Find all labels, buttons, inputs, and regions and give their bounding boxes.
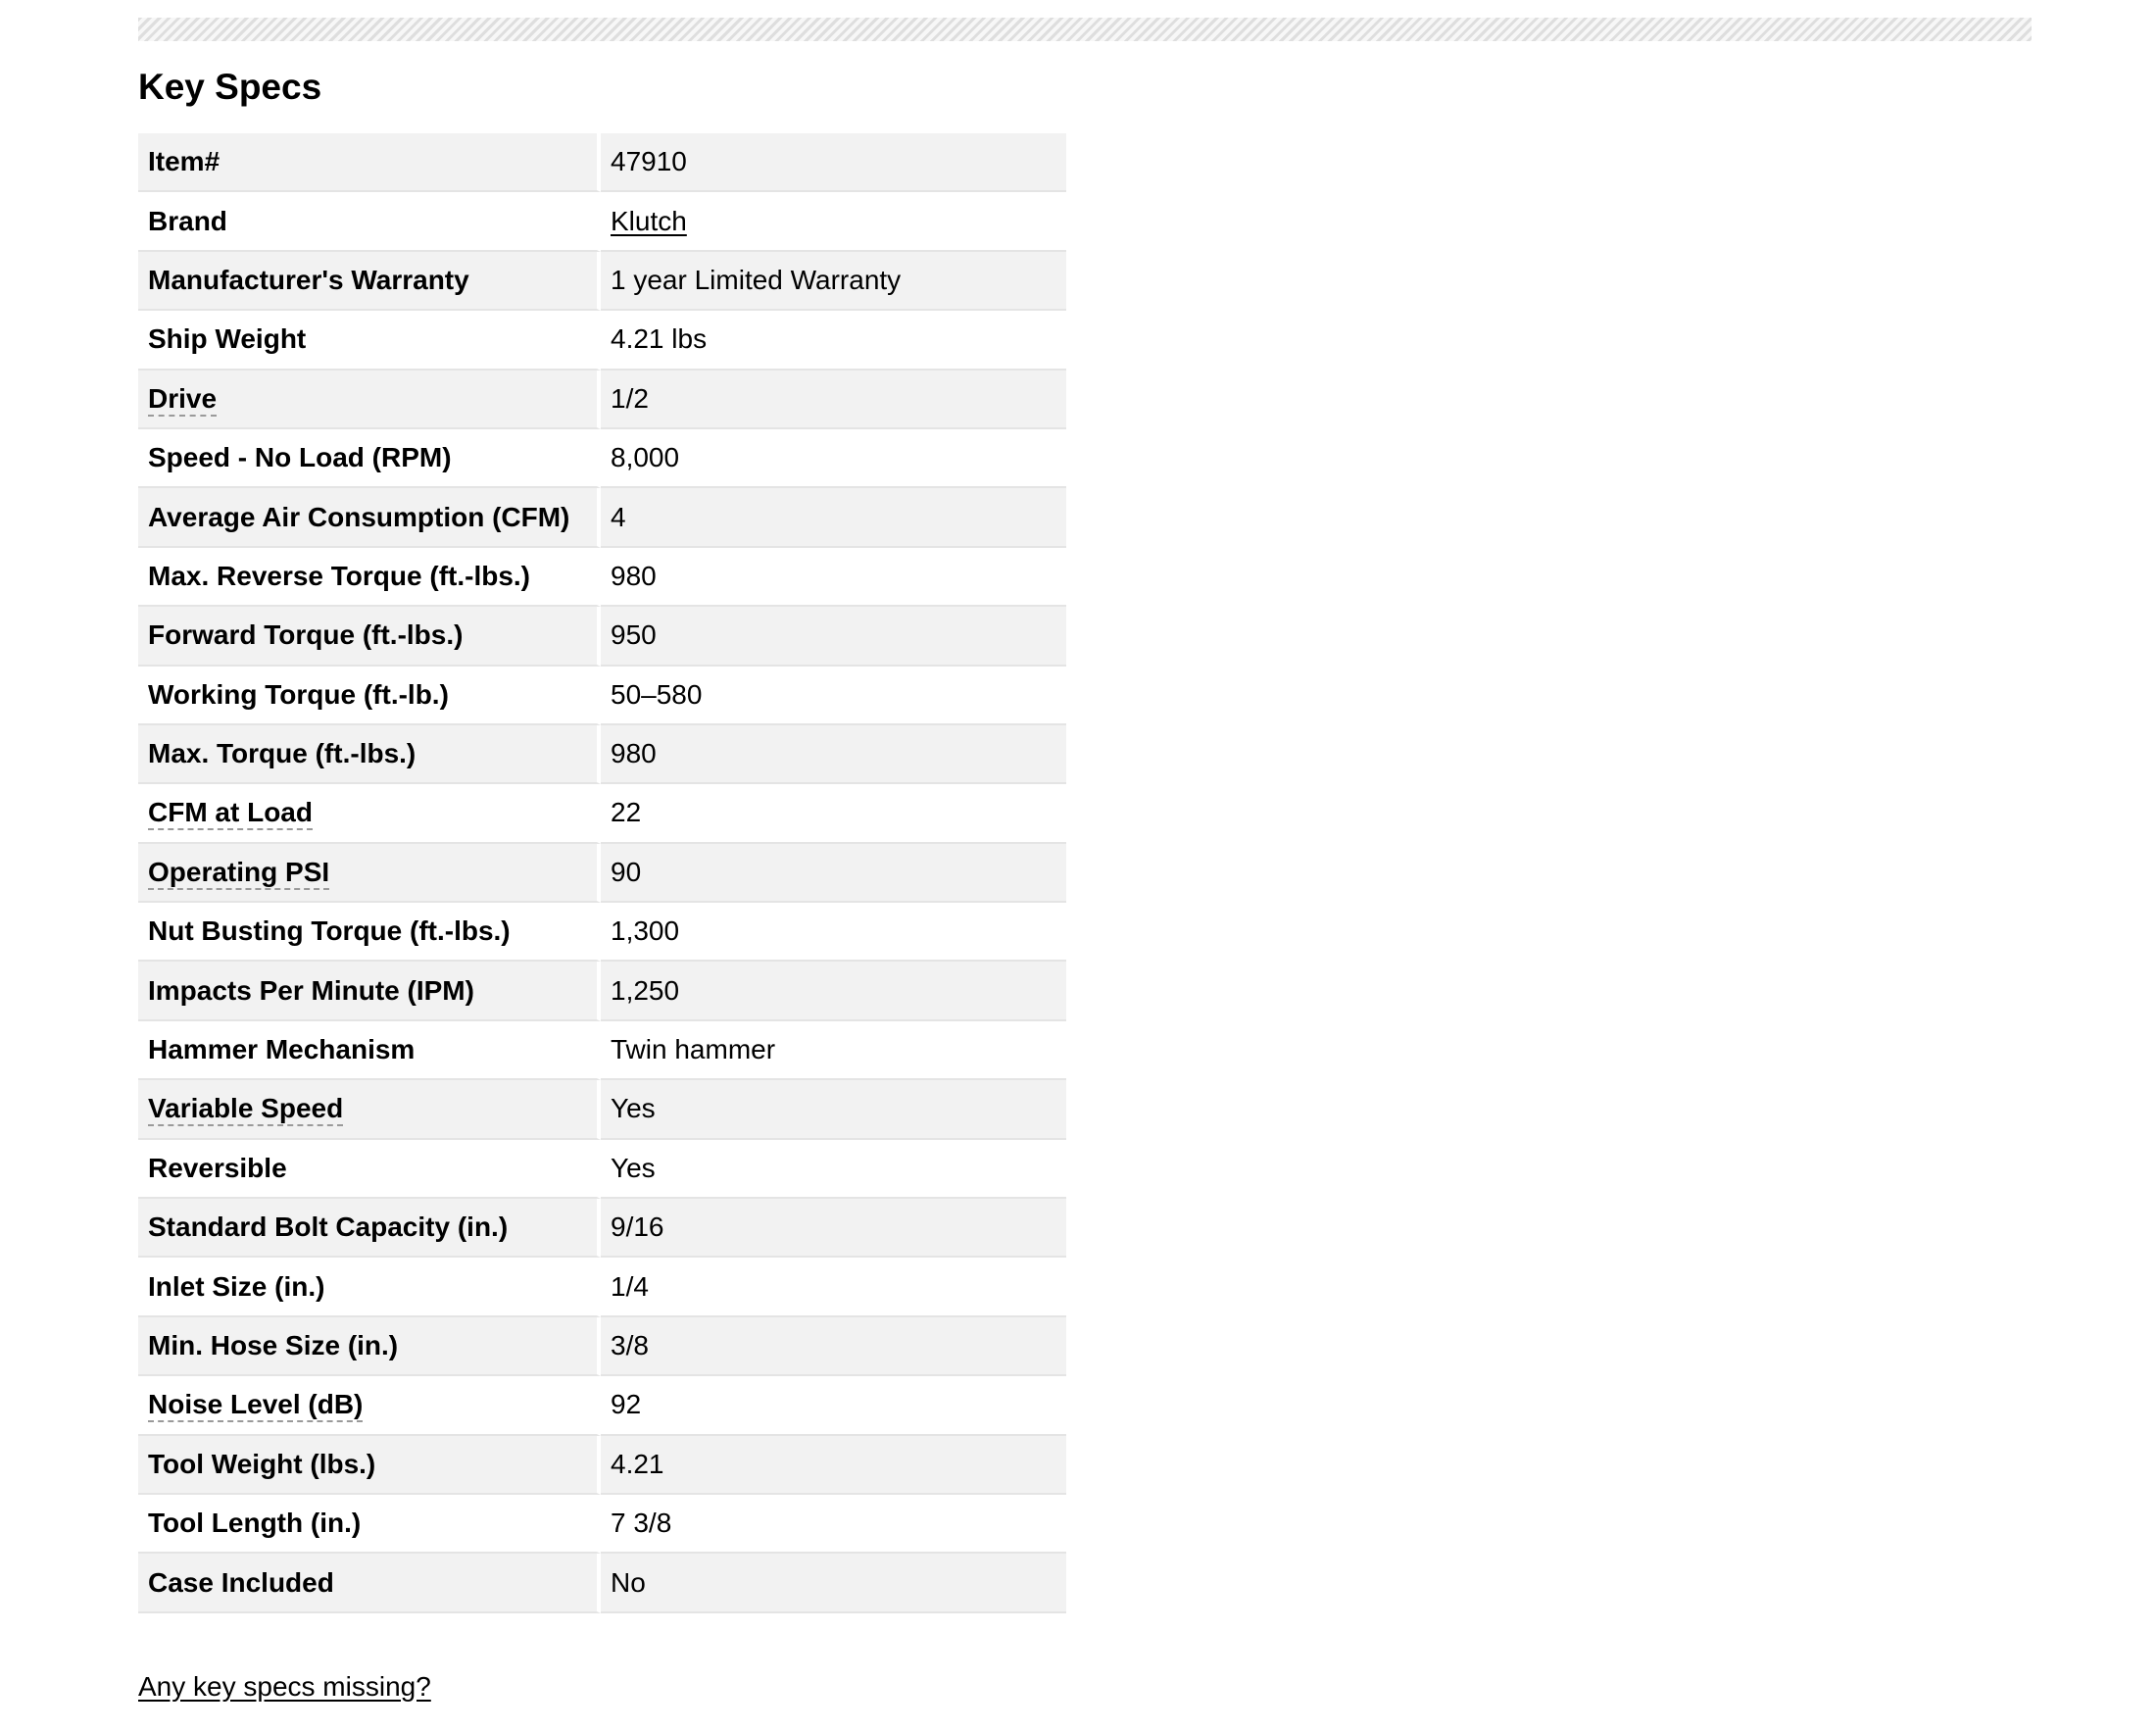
spec-value: 1,250: [601, 962, 1066, 1020]
spec-label: Manufacturer's Warranty: [138, 252, 601, 311]
spec-row-hammer: [138, 1021, 1066, 1080]
spec-row-case-included: [138, 1554, 1066, 1612]
spec-label: [138, 1080, 601, 1139]
spec-value: 50–580: [601, 667, 1066, 725]
spec-label: Case Included: [138, 1554, 601, 1612]
spec-label: Nut Busting Torque (ft.-lbs.): [138, 903, 601, 962]
spec-row-working-torque: [138, 667, 1066, 725]
spec-value: 47910: [601, 133, 1066, 192]
spec-value: 4: [601, 488, 1066, 547]
spec-row-noise-level: [138, 1376, 1066, 1435]
missing-specs-link[interactable]: Any key specs missing?: [138, 1671, 431, 1702]
spec-label: Speed - No Load (RPM): [138, 429, 601, 488]
spec-value: Twin hammer: [601, 1021, 1066, 1080]
spec-label: Standard Bolt Capacity (in.): [138, 1199, 601, 1258]
spec-value: 1/4: [601, 1258, 1066, 1316]
spec-row-drive: [138, 371, 1066, 429]
spec-value: 9/16: [601, 1199, 1066, 1258]
spec-row-max-reverse-torque: [138, 548, 1066, 607]
spec-value: 1 year Limited Warranty: [601, 252, 1066, 311]
spec-row-ipm: [138, 962, 1066, 1020]
spec-row-cfm-at-load: [138, 784, 1066, 843]
spec-row-tool-length: [138, 1495, 1066, 1554]
spec-row-max-torque: [138, 725, 1066, 784]
spec-value: 1/2: [601, 371, 1066, 429]
spec-value: 3/8: [601, 1317, 1066, 1376]
spec-label: Hammer Mechanism: [138, 1021, 601, 1080]
spec-label: Inlet Size (in.): [138, 1258, 601, 1316]
spec-label: Item#: [138, 133, 601, 192]
spec-value: 4.21 lbs: [601, 311, 1066, 370]
spec-value: 4.21: [601, 1436, 1066, 1495]
spec-value: 22: [601, 784, 1066, 843]
spec-label: Forward Torque (ft.-lbs.): [138, 607, 601, 666]
spec-row-speed: [138, 429, 1066, 488]
spec-label: Reversible: [138, 1140, 601, 1199]
spec-row-bolt-capacity: [138, 1199, 1066, 1258]
spec-label: [138, 784, 601, 843]
spec-label: Impacts Per Minute (IPM): [138, 962, 601, 1020]
section-title: Key Specs: [138, 67, 322, 107]
spec-label: Max. Torque (ft.-lbs.): [138, 725, 601, 784]
decorative-divider: [138, 18, 2032, 41]
spec-label: Average Air Consumption (CFM): [138, 488, 601, 547]
spec-value: 950: [601, 607, 1066, 666]
cfm-definition-term[interactable]: CFM at Load: [148, 797, 313, 830]
psi-definition-term[interactable]: Operating PSI: [148, 857, 329, 890]
spec-row-forward-torque: [138, 607, 1066, 666]
spec-row-tool-weight: [138, 1436, 1066, 1495]
spec-value: 980: [601, 725, 1066, 784]
spec-row-air-consumption: [138, 488, 1066, 547]
spec-label: Min. Hose Size (in.): [138, 1317, 601, 1376]
spec-label: Working Torque (ft.-lb.): [138, 667, 601, 725]
spec-row-reversible: [138, 1140, 1066, 1199]
brand-link[interactable]: Klutch: [611, 205, 687, 236]
spec-row-nut-busting: [138, 903, 1066, 962]
spec-label: Brand: [138, 192, 601, 251]
variable-speed-definition-term[interactable]: Variable Speed: [148, 1093, 343, 1126]
spec-label: Tool Length (in.): [138, 1495, 601, 1554]
spec-value: No: [601, 1554, 1066, 1612]
spec-row-operating-psi: [138, 844, 1066, 903]
spec-value: Yes: [601, 1140, 1066, 1199]
spec-row-warranty: [138, 252, 1066, 311]
spec-value: [601, 192, 1066, 251]
spec-label: [138, 371, 601, 429]
spec-row-item: [138, 133, 1066, 192]
spec-row-inlet-size: [138, 1258, 1066, 1316]
spec-value: 90: [601, 844, 1066, 903]
noise-level-definition-term[interactable]: Noise Level (dB): [148, 1389, 363, 1422]
spec-value: 7 3/8: [601, 1495, 1066, 1554]
spec-label: [138, 1376, 601, 1435]
drive-definition-term[interactable]: Drive: [148, 383, 217, 417]
spec-label: [138, 844, 601, 903]
spec-label: Ship Weight: [138, 311, 601, 370]
key-specs-table: [138, 133, 1066, 1613]
spec-value: 8,000: [601, 429, 1066, 488]
spec-row-brand: [138, 192, 1066, 251]
spec-row-ship-weight: [138, 311, 1066, 370]
spec-value: 980: [601, 548, 1066, 607]
spec-value: 1,300: [601, 903, 1066, 962]
spec-value: 92: [601, 1376, 1066, 1435]
spec-row-variable-speed: [138, 1080, 1066, 1139]
spec-row-hose-size: [138, 1317, 1066, 1376]
spec-label: Max. Reverse Torque (ft.-lbs.): [138, 548, 601, 607]
spec-value: Yes: [601, 1080, 1066, 1139]
spec-label: Tool Weight (lbs.): [138, 1436, 601, 1495]
